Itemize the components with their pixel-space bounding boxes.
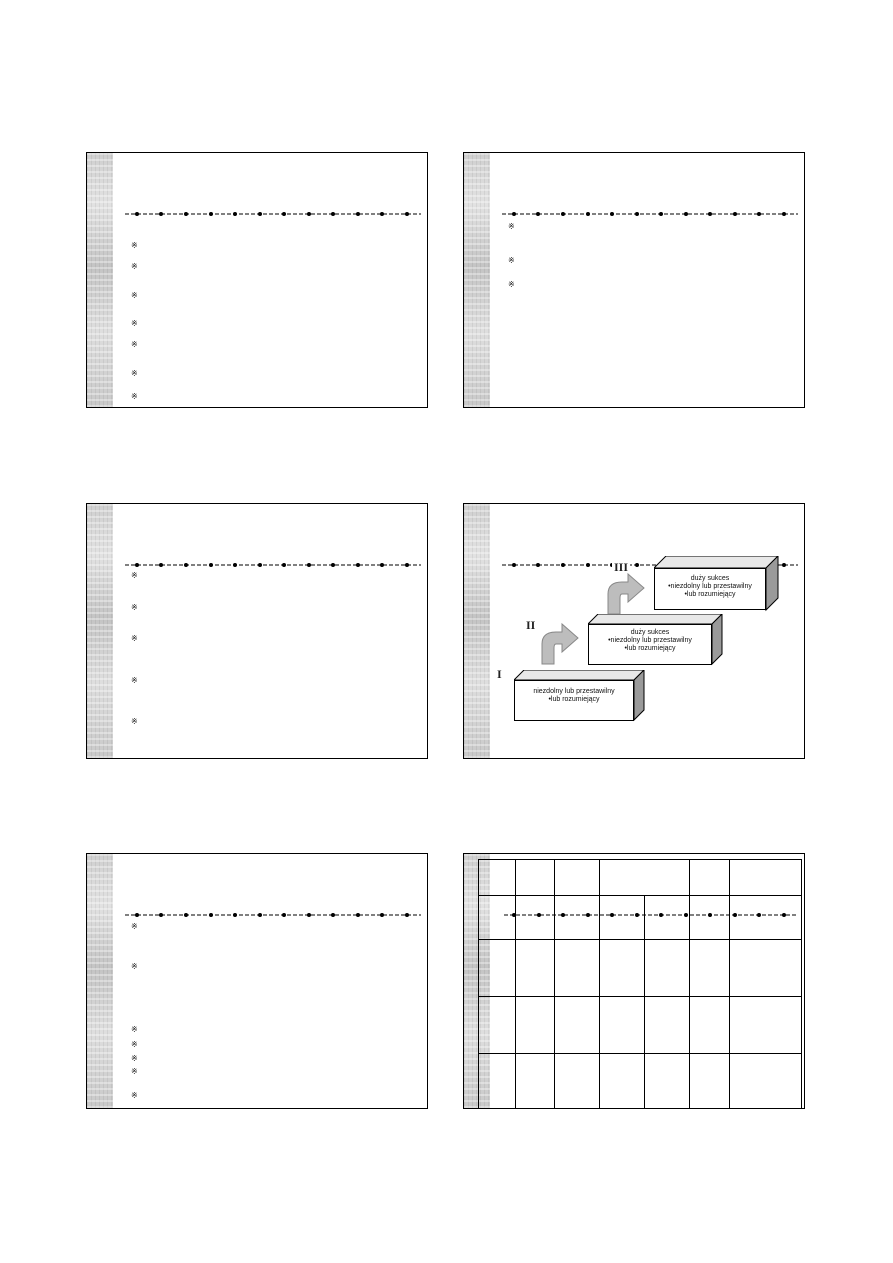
bullet-icon: ※ [508,222,515,231]
bullet-icon: ※ [131,340,138,349]
box-line: •lub rozumiejący [624,645,676,652]
decorative-strip [87,504,113,758]
stage-label-2: II [526,618,536,632]
box-line: •lub rozumiejący [548,696,600,703]
stage-label-3: III [614,560,629,574]
bullet-icon: ※ [508,280,515,289]
box-line: niezdolny lub przestawilny [533,688,615,695]
decorative-strip [87,153,113,407]
curved-arrow-icon [538,620,582,666]
slide-4 [463,503,805,759]
bullet-icon: ※ [131,962,138,971]
box-line: •niezdolny lub przestawilny [668,583,752,590]
bullet-icon: ※ [131,603,138,612]
dotted-rule [125,559,423,571]
curved-arrow-icon [604,570,648,616]
decorative-strip [464,153,490,407]
bullet-icon: ※ [131,1091,138,1100]
stage-label-1: I [497,667,502,681]
bullet-icon: ※ [131,319,138,328]
bullet-icon: ※ [131,241,138,250]
dotted-rule [502,208,800,220]
bullet-icon: ※ [131,369,138,378]
slide-2 [463,152,805,408]
bullet-icon: ※ [131,1067,138,1076]
box-line: duży sukces [630,629,670,636]
bullet-icon: ※ [131,571,138,580]
dotted-rule [125,909,423,921]
bullet-icon: ※ [131,1040,138,1049]
slide-3 [86,503,428,759]
dotted-rule [125,208,423,220]
bullet-icon: ※ [131,392,138,401]
bullet-icon: ※ [131,634,138,643]
slide-5 [86,853,428,1109]
decorative-strip [464,504,490,758]
slide-6 [463,853,805,1109]
bullet-icon: ※ [131,262,138,271]
box-line: •lub rozumiejący [684,591,736,598]
box-line: •niezdolny lub przestawilny [608,637,692,644]
bullet-icon: ※ [508,256,515,265]
bullet-icon: ※ [131,717,138,726]
decorative-strip [87,854,113,1108]
bullet-icon: ※ [131,291,138,300]
bullet-icon: ※ [131,1025,138,1034]
bullet-icon: ※ [131,1054,138,1063]
slide-1 [86,152,428,408]
bullet-icon: ※ [131,922,138,931]
box-line: duży sukces [690,575,730,582]
table-grid [464,854,805,1109]
bullet-icon: ※ [131,676,138,685]
